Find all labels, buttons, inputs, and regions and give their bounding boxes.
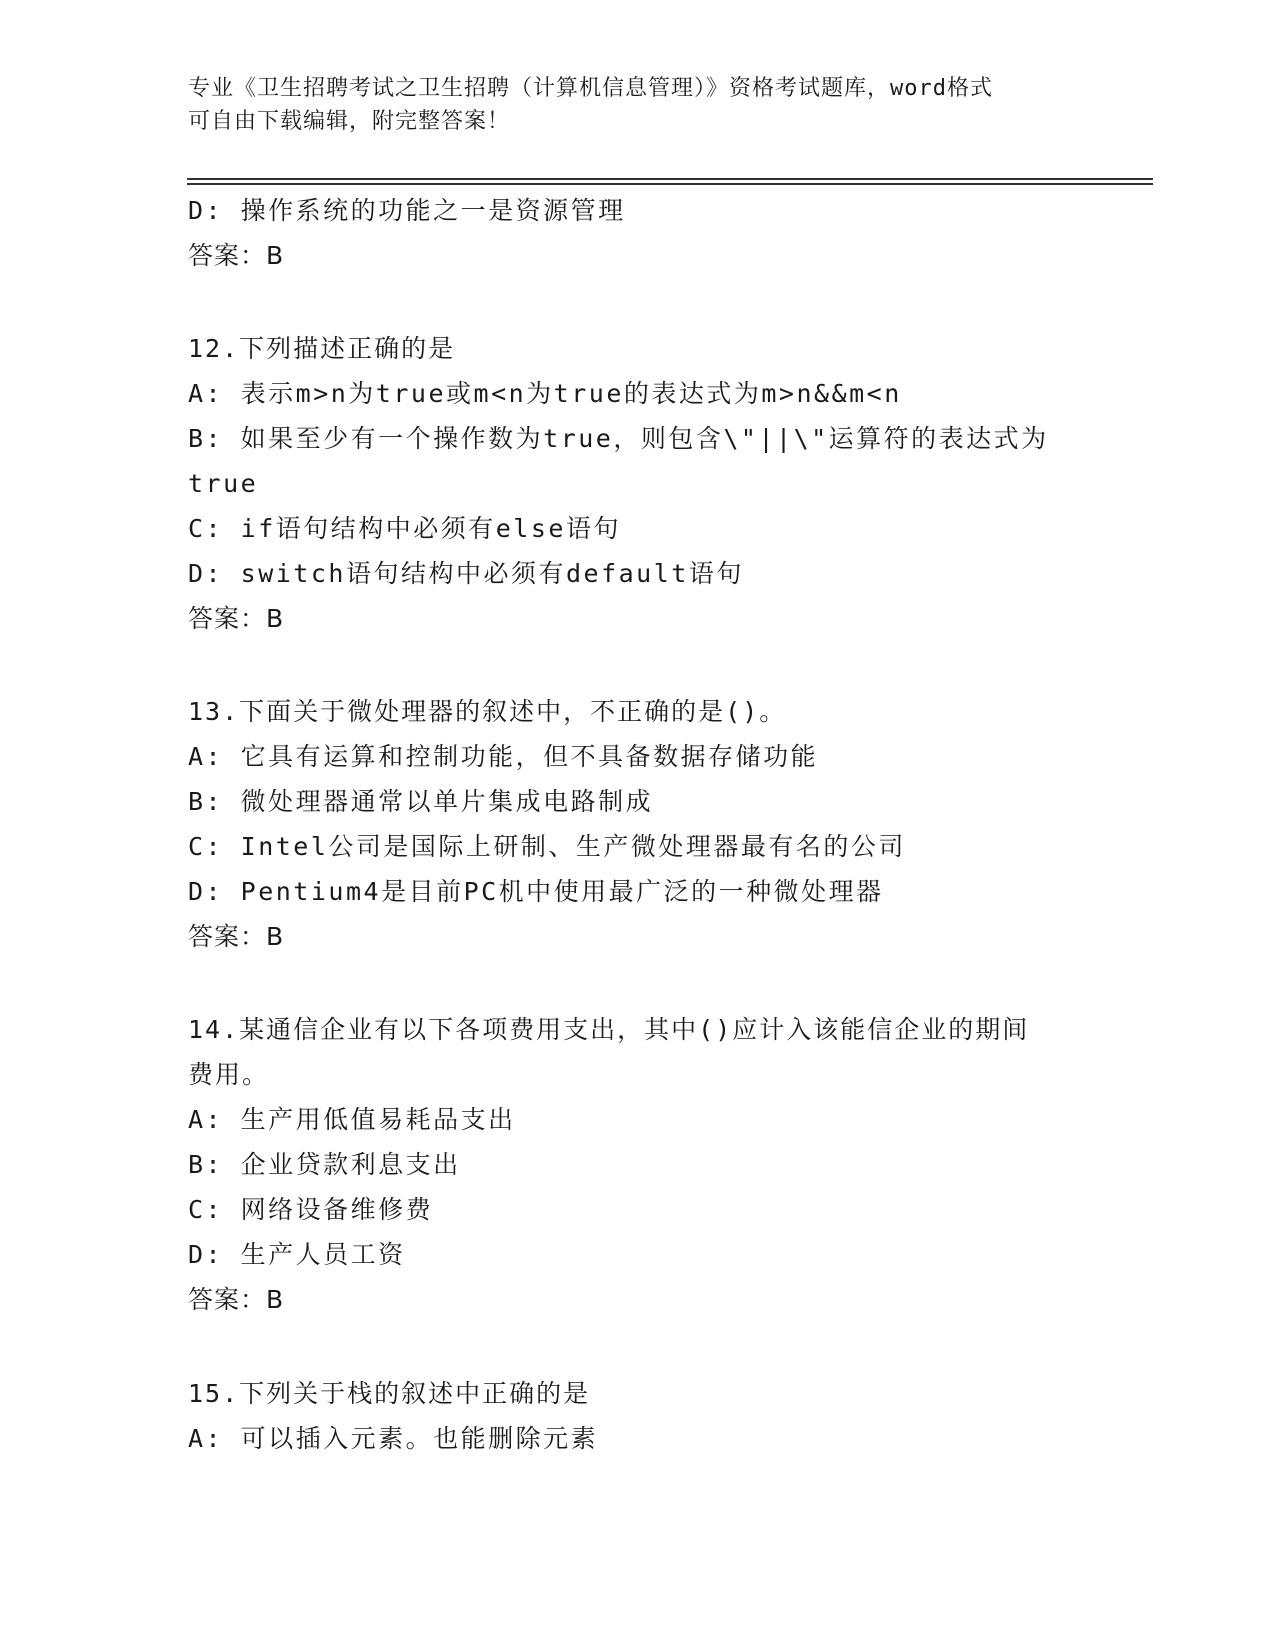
header-divider-bottom [187, 183, 1153, 185]
q12-option-b-cont: true [188, 469, 259, 498]
q13-option-a: A: 它具有运算和控制功能，但不具备数据存储功能 [188, 742, 819, 771]
q13-option-c: C: Intel公司是国际上研制、生产微处理器最有名的公司 [188, 832, 906, 861]
q14-option-d: D: 生产人员工资 [188, 1240, 406, 1269]
q11-option-d: D: 操作系统的功能之一是资源管理 [188, 196, 626, 225]
header-divider-top [187, 178, 1153, 180]
q12-answer: 答案：B [188, 604, 285, 633]
q13-option-b: B: 微处理器通常以单片集成电路制成 [188, 787, 654, 816]
q13-option-d: D: Pentium4是目前PC机中使用最广泛的一种微处理器 [188, 877, 884, 906]
q14-answer: 答案：B [188, 1285, 285, 1314]
header-line-1: 专业《卫生招聘考试之卫生招聘（计算机信息管理）》资格考试题库，word格式 [188, 76, 993, 101]
q12-option-a: A: 表示m>n为true或m<n为true的表达式为m>n&&m<n [188, 379, 902, 408]
q13-title: 13.下面关于微处理器的叙述中，不正确的是()。 [188, 697, 787, 726]
q12-title: 12.下列描述正确的是 [188, 334, 456, 363]
q14-title-cont: 费用。 [188, 1060, 270, 1089]
q13-answer: 答案：B [188, 922, 285, 951]
q12-option-c: C: if语句结构中必须有else语句 [188, 514, 621, 543]
q14-option-a: A: 生产用低值易耗品支出 [188, 1105, 516, 1134]
q11-answer: 答案：B [188, 241, 285, 270]
header-line-2: 可自由下载编辑，附完整答案！ [188, 109, 511, 134]
question-15 [188, 1371, 1088, 1461]
q14-option-c: C: 网络设备维修费 [188, 1195, 434, 1224]
q15-title: 15.下列关于栈的叙述中正确的是 [188, 1379, 591, 1408]
q12-option-d: D: switch语句结构中必须有default语句 [188, 559, 744, 588]
q14-title: 14.某通信企业有以下各项费用支出，其中()应计入该能信企业的期间 [188, 1015, 1030, 1044]
q15-option-a: A: 可以插入元素。也能删除元素 [188, 1424, 599, 1453]
question-list [188, 188, 1088, 1370]
q14-option-b: B: 企业贷款利息支出 [188, 1150, 461, 1179]
q12-option-b: B: 如果至少有一个操作数为true，则包含\"||\"运算符的表达式为 [188, 424, 1049, 453]
document-header [188, 72, 1108, 138]
